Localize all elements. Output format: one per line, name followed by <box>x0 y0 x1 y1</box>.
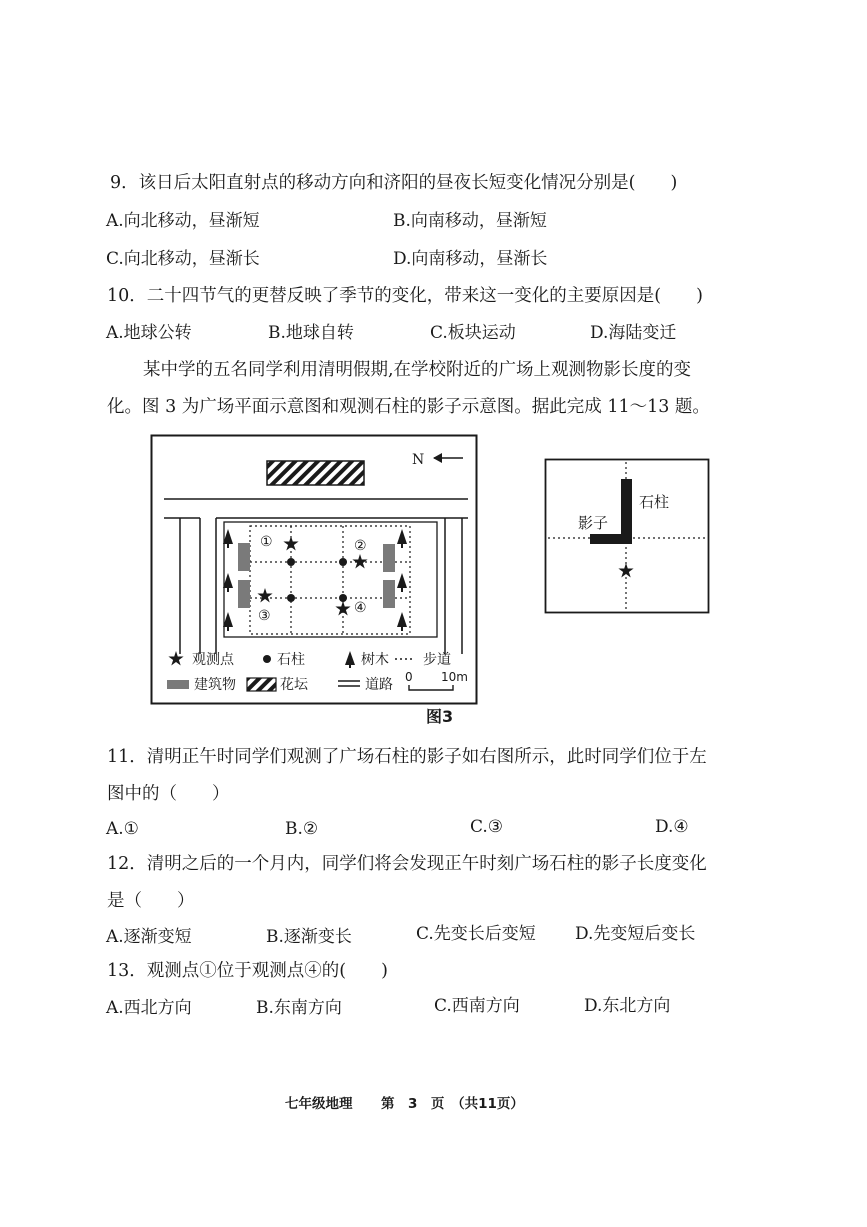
legend-building: 建筑物 <box>194 677 236 693</box>
q12-option-d: D.先变短后变长 <box>575 924 696 944</box>
q11-option-b: B.② <box>285 819 319 839</box>
scale-zero: 0 <box>405 670 413 684</box>
legend-flower-bed-icon <box>247 678 276 691</box>
star-icon <box>283 536 298 550</box>
question-13-stem: 13．观测点①位于观测点④的( ) <box>107 961 388 981</box>
point-label-2: ② <box>354 538 367 554</box>
stone-pillars <box>287 558 347 602</box>
observation-points <box>257 536 367 615</box>
point-label-1: ① <box>260 534 273 550</box>
shadow-label: 影子 <box>578 514 609 532</box>
q10-option-d: D.海陆变迁 <box>590 323 677 343</box>
legend-road: 道路 <box>365 677 393 693</box>
question-11-stem-line-1: 11．清明正午时同学们观测了广场石柱的影子如右图所示，此时同学们位于左 <box>107 747 707 767</box>
question-12-stem-line-2: 是（ ） <box>107 891 195 911</box>
point-label-3: ③ <box>258 608 271 624</box>
stone-pillar-bar <box>621 479 632 540</box>
north-arrow-icon <box>433 453 463 463</box>
pillar-label: 石柱 <box>639 493 670 511</box>
q9-option-d: D.向南移动，昼渐长 <box>393 249 548 269</box>
trees <box>223 529 407 631</box>
q9-option-c: C.向北移动，昼渐长 <box>106 249 260 269</box>
q13-option-a: A.西北方向 <box>106 998 192 1018</box>
shadow-bar <box>590 534 632 544</box>
q10-option-a: A.地球公转 <box>106 323 192 343</box>
q12-option-b: B.逐渐变长 <box>266 927 352 947</box>
q11-option-a: A.① <box>106 819 139 839</box>
figure-caption: 图3 <box>426 707 454 726</box>
map-legend <box>167 651 468 693</box>
star-icon <box>257 588 272 602</box>
q13-option-b: B.东南方向 <box>256 998 342 1018</box>
star-icon <box>335 601 350 615</box>
legend-flower-bed: 花坛 <box>280 677 308 693</box>
legend-tree: 树木 <box>361 652 389 668</box>
footer-page-number: 第 3 页 （共11页） <box>381 1096 524 1112</box>
plaza-map-figure <box>150 434 480 706</box>
legend-walkway: 步道 <box>423 652 451 668</box>
point-label-4: ④ <box>354 600 367 616</box>
tree-icon <box>397 612 407 631</box>
footer-subject: 七年级地理 <box>285 1096 353 1112</box>
star-icon <box>352 554 367 568</box>
legend-observation-point: 观测点 <box>192 652 234 668</box>
q10-option-b: B.地球自转 <box>268 323 354 343</box>
q12-option-c: C.先变长后变短 <box>416 924 536 944</box>
q13-option-c: C.西南方向 <box>434 996 520 1016</box>
question-11-stem-line-2: 图中的（ ） <box>107 784 230 804</box>
q12-option-a: A.逐渐变短 <box>106 927 192 947</box>
q13-option-d: D.东北方向 <box>584 996 671 1016</box>
legend-star-icon <box>168 651 183 665</box>
legend-building-icon <box>167 680 189 689</box>
passage-line-2: 化。图 3 为广场平面示意图和观测石柱的影子示意图。据此完成 11～13 题。 <box>107 397 710 417</box>
q9-option-b: B.向南移动，昼渐短 <box>393 211 547 231</box>
question-12-stem-line-1: 12．清明之后的一个月内，同学们将会发现正午时刻广场石柱的影子长度变化 <box>107 854 707 874</box>
passage-line-1: 某中学的五名同学利用清明假期,在学校附近的广场上观测物影长度的变 <box>143 360 692 380</box>
question-10-stem: 10．二十四节气的更替反映了季节的变化，带来这一变化的主要原因是( ) <box>107 286 703 306</box>
q11-option-d: D.④ <box>655 817 689 837</box>
shadow-diagram <box>544 458 712 616</box>
tree-icon <box>397 529 407 548</box>
question-9-stem: 9．该日后太阳直射点的移动方向和济阳的昼夜长短变化情况分别是( ) <box>110 173 678 193</box>
flower-bed <box>267 461 364 485</box>
observer-star-icon <box>618 563 633 577</box>
legend-pillar-icon <box>263 655 271 663</box>
legend-tree-icon <box>345 651 355 668</box>
q10-option-c: C.板块运动 <box>430 323 516 343</box>
q11-option-c: C.③ <box>470 817 504 837</box>
north-label: N <box>412 452 425 468</box>
tree-icon <box>397 573 407 592</box>
q9-option-a: A.向北移动，昼渐短 <box>106 211 260 231</box>
legend-stone-pillar: 石柱 <box>277 652 305 668</box>
scale-distance: 10m <box>441 670 468 684</box>
scale-bar <box>409 685 453 690</box>
